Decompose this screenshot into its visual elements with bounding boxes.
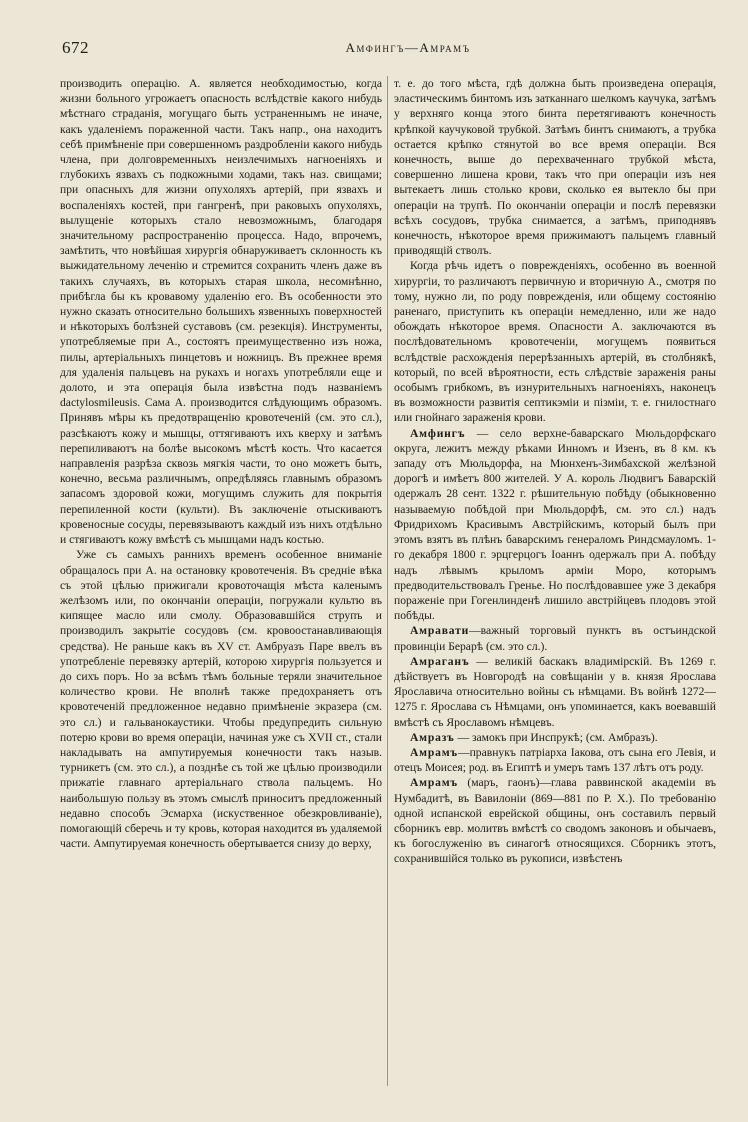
dictionary-entry — [394, 426, 716, 624]
dictionary-entry — [394, 730, 716, 745]
dictionary-entry — [394, 623, 716, 653]
running-head: Амфингъ—Амрамъ — [345, 40, 471, 55]
entry-headword: Амрамъ — [410, 776, 458, 790]
continued-paragraph: производить операцію. А. является необходимостью, когда жизни больного угрожаетъ опасность вслѣдствіе какого нибудь мѣстнаго страданія, могущаго быть устраненнымъ не иначе, какъ удаленіемъ пораженной части. Такъ напр., она находитъ себѣ примѣненіе при совершенномъ раздробленіи какого нибудь члена, при долговременныхъ неизлечимыхъ нагноеніяхъ и глубокихъ язвахъ съ подкожными ходами, такъ наз. свищами; при опасныхъ для жизни опухоляхъ артерій, при язвахъ и воспаленіяхъ костей, при гангренѣ, при раковыхъ опухоляхъ, вылущеніе которыхъ стало невозможнымъ, благодаря значительному распространенію процесса. Надо, впрочемъ, замѣтить, что новѣйшая хирургія обнаруживаетъ склонность къ выжидательному леченію и стремится сохранить членъ даже въ такихъ случаяхъ, въ которыхъ старая школа, несомнѣнно, прибѣгла бы къ кровавому удаленію его. Въ особенности это нужно сказать относительно большихъ язвенныхъ поверхностей и нѣкоторыхъ болѣзней суставовъ (см. резекція). Инструменты, употребляемые при А., состоятъ преимущественно изъ ножа, пилы, артеріальныхъ пинцетовъ и ножницъ. Въ прежнее время для удаленія пальцевъ на рукахъ и ногахъ употребляли еще и долото, и эта операція была извѣстна подъ названіемъ dactylosmileusis. Сама А. производится слѣдующимъ образомъ. Принявъ мѣры къ предотвращенію кровотеченій (см. это сл.), разсѣкаютъ кожу и мышцы, оттягиваютъ ихъ кверху и затѣмъ перепиливаютъ на болѣе высокомъ мѣстѣ кость. Что касается направленія разрѣза сквозь мягкія части, то оно можетъ быть, конечно, весьма различнымъ, опредѣляясь главнымъ образомъ запасомъ здоровой кожи, могущимъ служить для покрытія перепиленной кости (культи). Въ заключеніе отыскиваютъ кровеносные сосуды, перевязываютъ каждый изъ нихъ отдѣльно и стягиваютъ кожу вмѣстѣ съ мышцами надъ костью. — [60, 77, 382, 547]
text-columns — [60, 76, 716, 1086]
dictionary-entry — [394, 654, 716, 730]
entry-text: (маръ, гаонъ)—глава раввинской академіи въ Нумбадитѣ, въ Вавилоніи (869—881 по Р. Х.). По требованію одной испанской еврейской общины, онъ составилъ первый сборникъ евр. молитвъ вмѣстѣ со сводомъ законовъ и обычаевъ, къ богослуженію въ синагогѣ относящихся. Сборникъ этотъ, сохранившійся только въ рукописи, извѣстенъ — [394, 776, 716, 866]
entry-headword: Амравати — [410, 624, 470, 638]
paragraph: Когда рѣчь идетъ о поврежденіяхъ, особенно въ военной хирургіи, то различаютъ первичную и вторичную А., смотря по тому, нужно ли, по роду поврежденія, или общему состоянію раненаго, приступить къ операціи немедленно, или же надо обождать нѣкоторое время. Опасности А. заключаются въ послѣдовательномъ кровотеченіи, могущемъ появиться вслѣдствіе расхожденія перерѣзанныхъ артерій, въ столбнякѣ, который, по всей вѣроятности, есть слѣдствіе зараженія раны особымъ грибкомъ, въ изнурительныхъ нагноеніяхъ, наконецъ въ возможности развитія септикэміи и пізміи, т. е. гнилостнаго или гнойнаго зараженія крови. — [394, 259, 716, 425]
dictionary-entry — [394, 745, 716, 775]
entry-headword: Амраганъ — [410, 654, 470, 668]
entry-headword: Амразъ — [410, 730, 455, 744]
column-divider — [387, 76, 388, 1086]
entry-text: — замокъ при Инспрукѣ; (см. Амбразъ). — [454, 730, 658, 744]
entry-headword: Амрамъ — [410, 745, 458, 759]
entry-text: —правнукъ патріарха Іакова, отъ сына его Левія, и отецъ Моисея; род. въ Египтѣ и умеръ тамъ 137 лѣтъ отъ роду. — [394, 745, 716, 775]
paragraph: Уже съ самыхъ раннихъ временъ особенное вниманіе обращалось при А. на остановку кровотеченія. Въ средніе вѣка съ этой цѣлью прижигали кровоточащія мѣста каленымъ желѣзомъ или, по окончаніи операціи, погружали культю въ кипящее масло или смолу. Образовавшійся струпъ и производилъ закрытіе сосудовъ (см. кровоостанавливающія средства). Не раньше какъ въ XV ст. Амбруазъ Паре ввелъ въ употребленіе перевязку артерій, которою хирургія пользуется и до сихъ поръ. Но за всѣмъ тѣмъ больные теряли значительное количество крови. Не вполнѣ также предохраняетъ отъ кровотеченій предложенное недавно примѣненіе экразера (см. это сл.) и гальванокаустики. Чтобы предупредить сильную потерю крови во время операціи, начиная уже съ XVII ст., стали накладывать на ампутируемыя конечности такъ назыв. турникетъ (см. это сл.), а позднѣе съ той же цѣлью производили прижатіе главнаго артеріальнаго ствола пальцемъ. Но наибольшую пользу въ этомъ смыслѣ приноситъ предложенный недавно способъ Эсмарха (искуственное обезкровливаніе), помогающій сберечь и ту кровь, которая находится въ удаляемой части. Ампутируемая конечность обертывается снизу до верху, — [60, 548, 382, 851]
entry-text: — село верхне-баварскаго Мюльдорфскаго округа, лежитъ между рѣками Инномъ и Изенъ, въ 8 км. къ западу отъ Мюльдорфа, на Мюнхенъ-Зимбахской желѣзной дорогѣ и имѣетъ 800 жителей. У А. король Людвигъ Баварскій одержалъ 28 сент. 1322 г. рѣшительную побѣду (обыкновенно называемую побѣдой при Мюльдорфѣ, см. это сл.) надъ Фридрихомъ Красивымъ Австрійскимъ, который былъ при этомъ взятъ въ плѣнъ баварскимъ генераломъ Риндсмауломъ. 1-го декабря 1800 г. эрцгерцогъ Іоаннъ одержалъ при А. побѣду надъ лѣвымъ крыломъ арміи Моро, которымъ предводительствовалъ Греньe. Но послѣдовавшее уже 3 декабря пораженіе при Гогенлинденѣ лишило австрійцевъ плодовъ этой побѣды. — [394, 426, 716, 623]
page-number: 672 — [62, 38, 89, 57]
entry-headword: Амфингъ — [410, 426, 466, 440]
dictionary-entry — [394, 775, 716, 866]
left-column — [60, 76, 382, 1086]
entry-text: — великій баскакъ владимірскій. Въ 1269 г. дѣйствуетъ въ Новгородѣ на совѣщаніи у в. князя Ярослава Ярославича относительно войны съ нѣмцами. Въ войнѣ 1272—1275 г. Ярослава съ Нѣмцами, онъ упоминается, какъ воевавшій вмѣстѣ съ Ярославомъ нѣмцевъ. — [394, 654, 716, 729]
page-header — [62, 38, 714, 60]
continued-paragraph: т. е. до того мѣста, гдѣ должна быть произведена операція, эластическимъ бинтомъ изъ затканнаго шелкомъ каучука, затѣмъ у верхняго конца этого бинта перетягиваютъ конечность крѣпкой каучуковой трубкой. Затѣмъ бинтъ снимаютъ, а трубка остается крѣпко стянутой во все время операціи. Вся конечность, выше до перехваченнаго трубкой мѣста, совершенно лишена крови, такъ что при операціи изъ нея вытекаетъ лишь столько крови, сколько ея вытекло бы при операціи на трупѣ. По окончаніи операціи и послѣ перевязки всѣхъ сосудовъ, трубка снимается, а затѣмъ, приподнявъ конечность, нѣкоторое время прижимаютъ пальцемъ главный приводящій стволъ. — [394, 77, 716, 258]
entry-text: —важный торговый пунктъ въ остъиндской провинціи Берарѣ (см. это сл.). — [394, 624, 716, 653]
right-column — [394, 76, 716, 1086]
